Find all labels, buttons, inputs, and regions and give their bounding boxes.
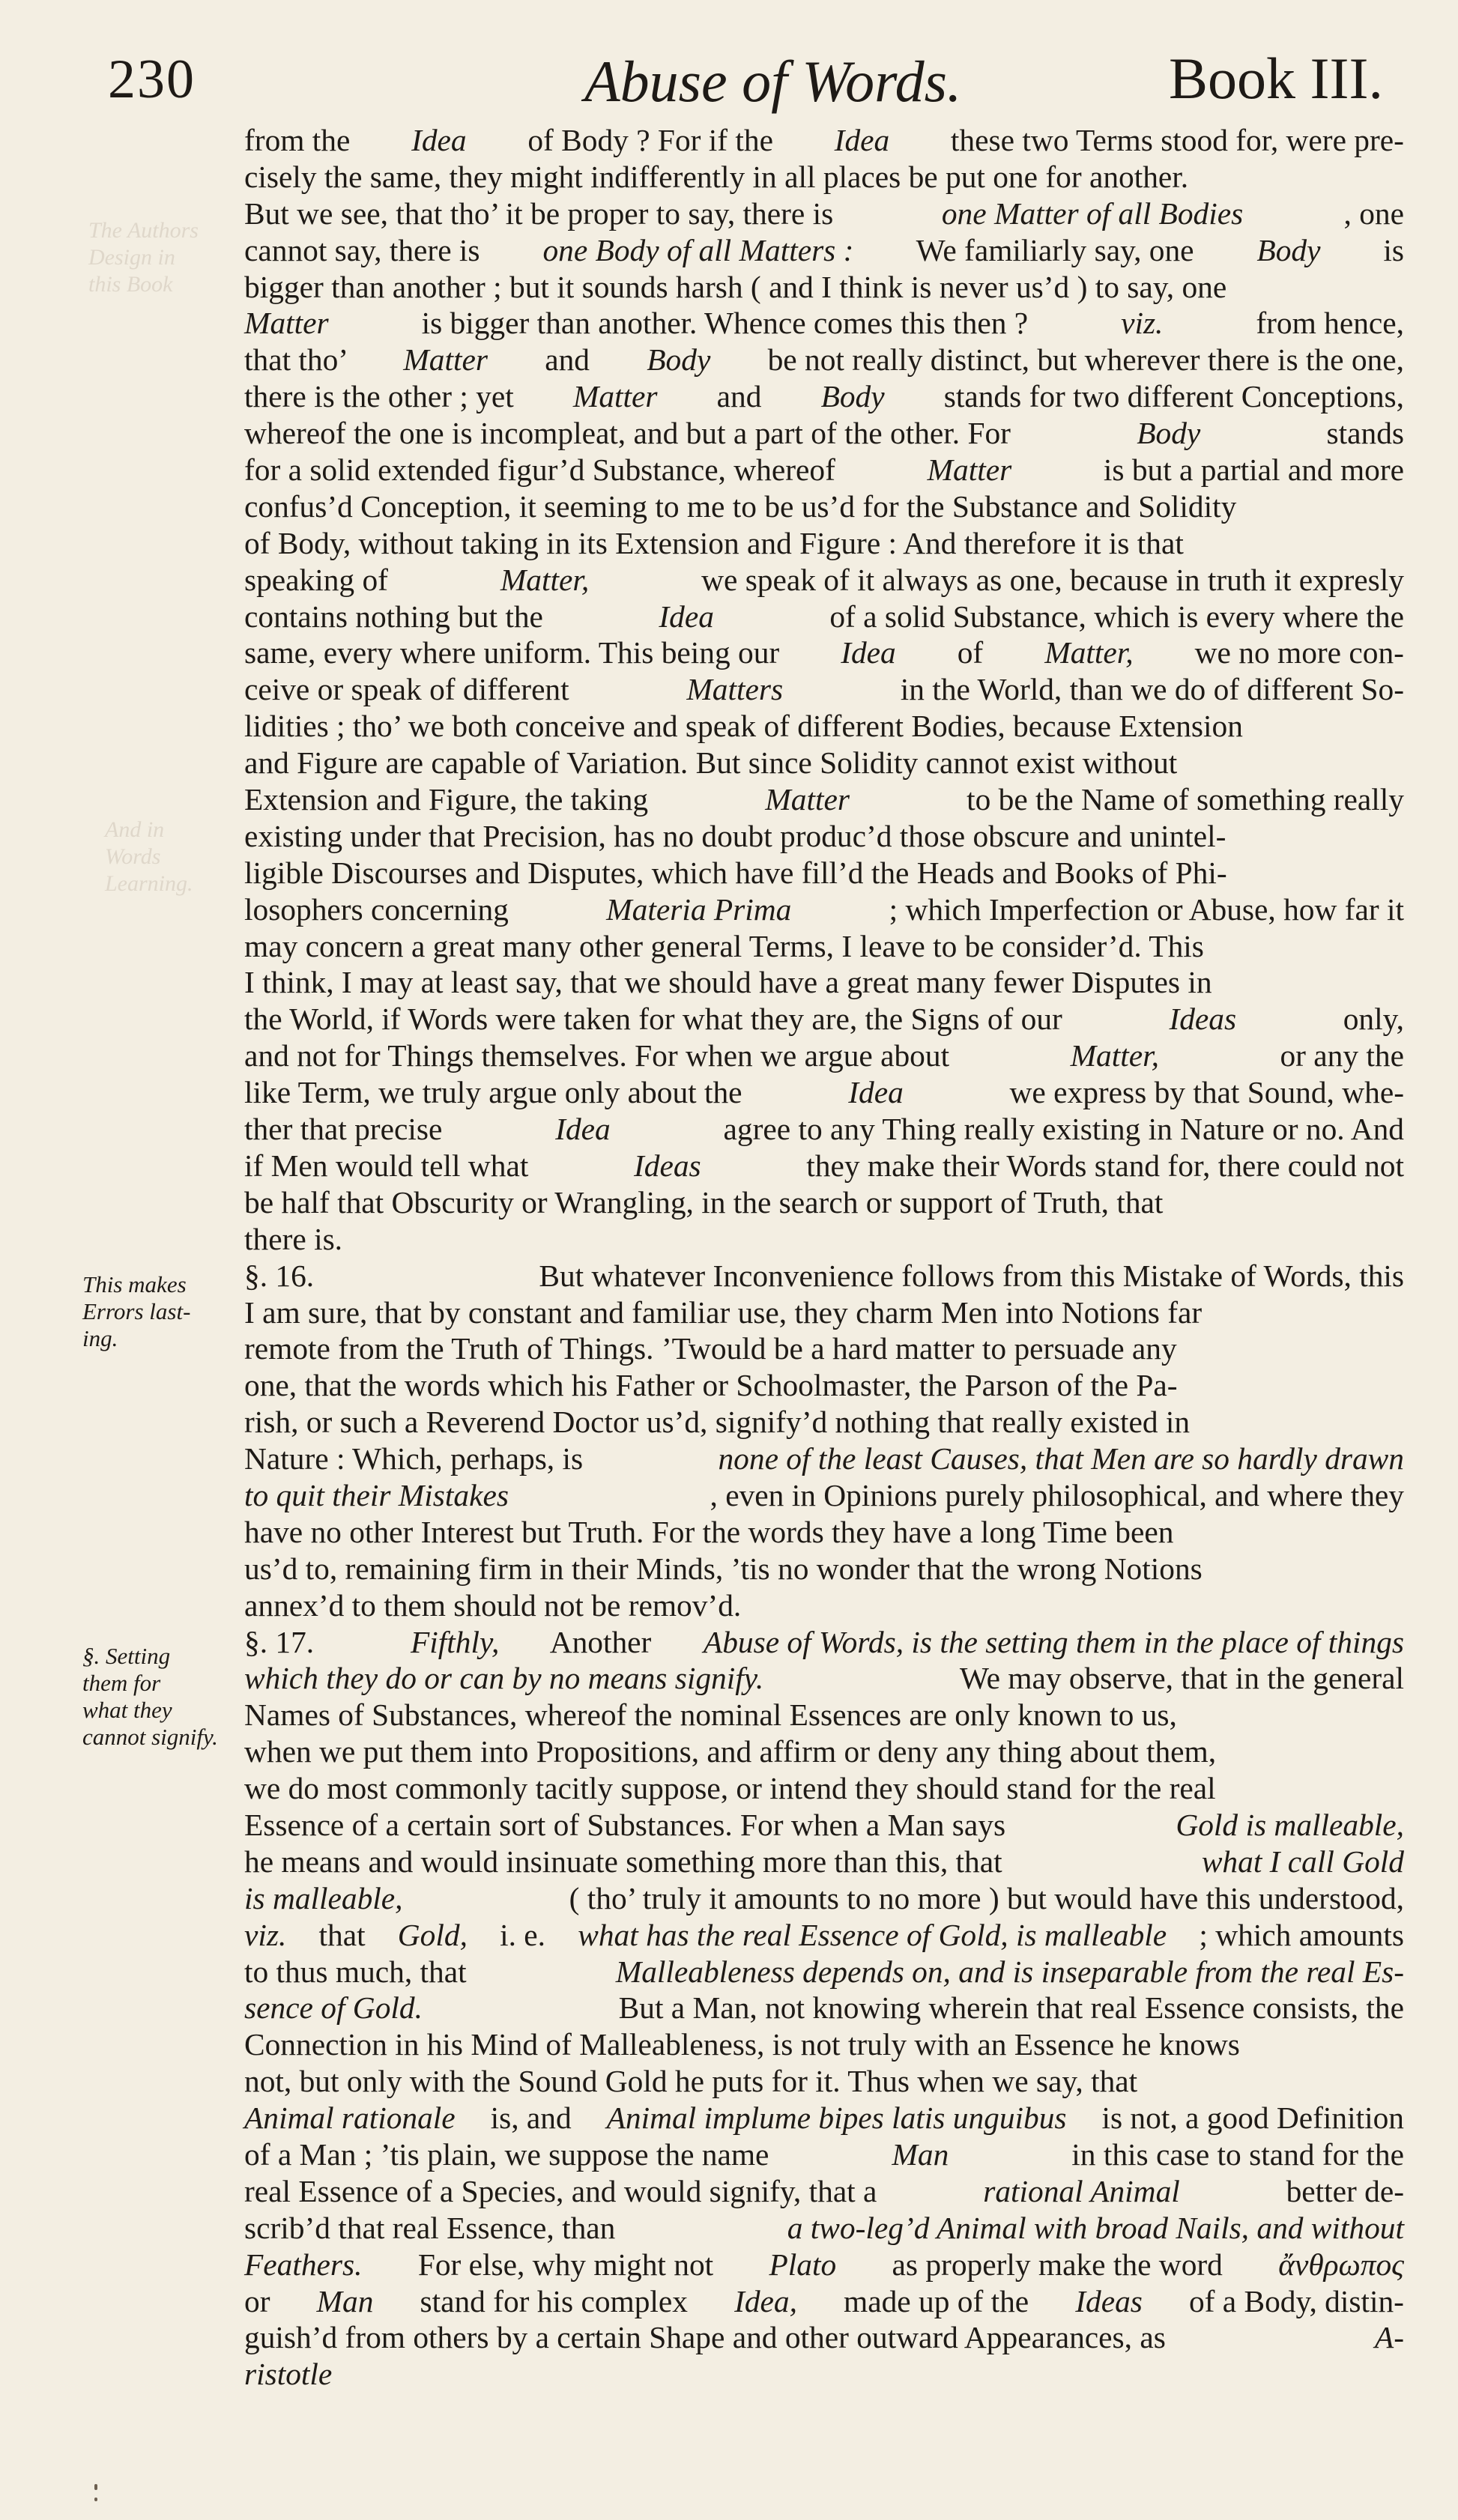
text-run: Man xyxy=(316,2283,374,2318)
text-line xyxy=(244,2173,1404,2210)
text-run: Body xyxy=(820,379,885,414)
text-run: ; which Imperfection or Abuse, how far it xyxy=(881,891,1404,927)
text-run: or any the xyxy=(1272,1038,1404,1073)
text-run: from the xyxy=(244,123,358,157)
text-run: Connection in his Mind of Malleableness, is not truly with an Essence he knows xyxy=(244,2027,1240,2062)
text-run: we no more con- xyxy=(1187,635,1404,670)
text-run: Matters xyxy=(686,672,784,707)
text-run xyxy=(358,1624,366,1661)
text-line xyxy=(244,122,1404,159)
text-run: Matter xyxy=(572,379,658,414)
margin-note-line: cannot signify. xyxy=(82,1724,218,1750)
text-line xyxy=(244,964,1404,1001)
text-run: Body xyxy=(1256,232,1321,267)
text-line xyxy=(244,1624,1404,1661)
text-run: ther that precise xyxy=(244,1112,450,1147)
text-line xyxy=(244,2210,1404,2247)
text-run: Materia Prima xyxy=(606,891,792,927)
text-run: ( tho’ truly it amounts to no more ) but would have this understood, xyxy=(561,1880,1404,1915)
text-line xyxy=(244,2283,1404,2320)
text-run: Animal rationale xyxy=(244,2100,456,2136)
show-through-line: Learning. xyxy=(105,871,193,896)
text-line xyxy=(244,928,1404,965)
text-run: of a Man ; ’tis plain, we suppose the name xyxy=(244,2136,777,2172)
text-run: I think, I may at least say, that we should have a great many fewer Disputes in xyxy=(244,965,1212,1000)
text-run: Idea xyxy=(555,1112,611,1147)
margin-note-line: ing. xyxy=(82,1325,118,1351)
text-run: We may observe, that in the general xyxy=(952,1661,1404,1696)
text-line xyxy=(244,342,1404,378)
text-line xyxy=(244,2026,1404,2063)
text-run: we speak of it always as one, because in truth it expresly xyxy=(693,562,1404,597)
text-run: Nature : Which, perhaps, is xyxy=(244,1441,591,1476)
text-line xyxy=(244,2319,1404,2356)
text-line xyxy=(244,1294,1404,1331)
text-run: is not, a good Definition xyxy=(1094,2100,1404,2136)
text-line xyxy=(244,781,1404,818)
text-run: there is. xyxy=(244,1221,343,1256)
text-line xyxy=(244,1807,1404,1844)
text-run: and Figure are capable of Variation. But since Solidity cannot exist without xyxy=(244,745,1178,781)
text-run: to thus much, that xyxy=(244,1954,474,1989)
text-run: of a solid Substance, which is every where the xyxy=(821,599,1404,634)
text-run: Malleableness depends on, and is inseparable from the real Es- xyxy=(615,1954,1404,1989)
text-run: of Body, without taking in its Extension and Figure : And therefore it is that xyxy=(244,525,1184,560)
text-run: Idea xyxy=(411,123,467,157)
text-run: what has the real Essence of Gold, is malleable xyxy=(578,1917,1167,1952)
show-through-text-2 xyxy=(105,817,193,897)
text-run: for a solid extended figur’d Substance, whereof xyxy=(244,452,844,488)
text-run: is, and xyxy=(483,2100,580,2136)
text-run: Ideas xyxy=(1169,1002,1237,1037)
show-through-line: this Book xyxy=(88,272,173,297)
text-line xyxy=(244,1660,1404,1697)
text-run: made up of the xyxy=(835,2283,1037,2318)
text-line xyxy=(244,525,1404,562)
text-run: annex’d to them should not be remov’d. xyxy=(244,1587,742,1623)
text-run: rational Animal xyxy=(983,2173,1180,2208)
text-run: §. 16. xyxy=(244,1258,315,1293)
text-line xyxy=(244,1917,1404,1954)
text-run: For else, why might not xyxy=(410,2247,722,2282)
text-line xyxy=(244,891,1404,928)
text-line xyxy=(244,1258,1404,1294)
text-line xyxy=(244,855,1404,891)
text-run: We familiarly say, one xyxy=(908,232,1202,267)
show-through-line: Words xyxy=(105,844,161,869)
text-run: which they do or can by no means signify. xyxy=(244,1661,764,1696)
text-run: confus’d Conception, it seeming to me to be us’d for the Substance and Solidity xyxy=(244,488,1237,524)
text-run: one, that the words which his Father or Schoolmaster, the Parson of the Pa- xyxy=(244,1368,1178,1403)
text-run: A- xyxy=(1374,2320,1404,2355)
text-run: ἄνθρωπος xyxy=(1278,2247,1404,2282)
text-run: ligible Discourses and Disputes, which have fill’d the Heads and Books of Phi- xyxy=(244,855,1227,890)
text-run: But a Man, not knowing wherein that real Essence consists, the xyxy=(611,1990,1404,2026)
text-run: we express by that Sound, whe- xyxy=(1002,1075,1404,1110)
text-run: that xyxy=(311,1917,373,1952)
text-line xyxy=(244,1587,1404,1624)
margin-note-line: Errors last- xyxy=(82,1298,191,1324)
text-run: i. e. xyxy=(491,1917,554,1952)
text-run: one Body of all Matters : xyxy=(542,232,854,267)
text-run: whereof the one is incompleat, and but a part of the other. For xyxy=(244,416,1019,451)
text-run: viz. xyxy=(244,1917,287,1952)
text-run: Another xyxy=(543,1624,659,1659)
text-line xyxy=(244,1404,1404,1441)
text-line xyxy=(244,671,1404,708)
text-line xyxy=(244,1001,1404,1038)
text-run: Fifthly, xyxy=(410,1624,500,1659)
text-line xyxy=(244,818,1404,855)
text-run: same, every where uniform. This being our xyxy=(244,635,787,670)
text-run: the World, if Words were taken for what they are, the Signs of our xyxy=(244,1002,1071,1037)
text-line xyxy=(244,1074,1404,1111)
text-line xyxy=(244,745,1404,781)
text-line xyxy=(244,2100,1404,2136)
body-text xyxy=(244,122,1404,2393)
margin-note-line: §. Setting xyxy=(82,1643,171,1669)
text-line xyxy=(244,1844,1404,1880)
text-run: have no other Interest but Truth. For the words they have a long Time been xyxy=(244,1514,1174,1549)
text-run: not, but only with the Sound Gold he puts for it. Thus when we say, that xyxy=(244,2064,1138,2099)
text-line xyxy=(244,1221,1404,1258)
text-run: Matter xyxy=(403,342,488,378)
text-line xyxy=(244,1990,1404,2026)
text-run: they make their Words stand for, there could not xyxy=(798,1148,1404,1183)
text-line xyxy=(244,269,1404,306)
text-line xyxy=(244,2136,1404,2173)
text-run: lidities ; tho’ we both conceive and speak of different Bodies, because Extension xyxy=(244,709,1243,744)
text-run: better de- xyxy=(1278,2173,1404,2208)
text-run: Idea xyxy=(848,1075,904,1110)
text-run: to quit their Mistakes xyxy=(244,1477,509,1512)
text-run: there is the other ; yet xyxy=(244,379,522,414)
text-line xyxy=(244,1148,1404,1184)
text-run: bigger than another ; but it sounds harsh ( and I think is never us’d ) to say, one xyxy=(244,269,1227,304)
text-run: to be the Name of something really xyxy=(958,782,1404,817)
text-line xyxy=(244,2356,1404,2393)
text-run: he means and would insinuate something more than this, that xyxy=(244,1844,1010,1879)
text-run: stand for his complex xyxy=(412,2283,696,2318)
text-run: may concern a great many other general Terms, I leave to be consider’d. This xyxy=(244,928,1204,963)
text-run: we do most commonly tacitly suppose, or intend they should stand for the real xyxy=(244,1771,1216,1806)
show-through-line: The Authors xyxy=(88,218,199,243)
text-run: Idea xyxy=(834,123,890,157)
text-line xyxy=(244,232,1404,269)
text-run: Body xyxy=(647,342,711,378)
text-line xyxy=(244,305,1404,342)
text-line xyxy=(244,378,1404,415)
text-run: or xyxy=(244,2283,278,2318)
text-run: speaking of xyxy=(244,562,396,597)
text-run: existing under that Precision, has no doubt produc’d those obscure and unintel- xyxy=(244,818,1226,853)
text-run: a two-leg’d Animal with broad Nails, and without xyxy=(787,2210,1404,2245)
text-line xyxy=(244,1330,1404,1367)
text-line xyxy=(244,1477,1404,1514)
text-run: viz. xyxy=(1121,306,1164,341)
text-line xyxy=(244,1770,1404,1807)
margin-note-line: what they xyxy=(82,1697,172,1723)
text-run: §. 17. xyxy=(244,1624,315,1659)
text-run: Matter xyxy=(765,782,850,817)
margin-note-errors-lasting xyxy=(82,1271,240,1352)
text-line xyxy=(244,488,1404,525)
text-run: stands xyxy=(1319,416,1404,451)
text-run: rish, or such a Reverend Doctor us’d, signify’d nothing that really existed in xyxy=(244,1405,1191,1440)
text-run: Matter xyxy=(244,306,329,341)
text-run: sence of Gold. xyxy=(244,1990,423,2026)
text-run: Extension and Figure, the taking xyxy=(244,782,656,817)
text-run: that tho’ xyxy=(244,342,354,378)
text-run: what I call Gold xyxy=(1201,1844,1404,1879)
text-run: ristotle xyxy=(244,2357,333,2392)
text-line xyxy=(244,1111,1404,1148)
text-line xyxy=(244,1367,1404,1404)
text-run: Matter xyxy=(927,452,1012,488)
text-run: losophers concerning xyxy=(244,891,517,927)
text-run: none of the least Causes, that Men are so hardly drawn xyxy=(718,1441,1404,1476)
text-run: one Matter of all Bodies xyxy=(941,196,1244,231)
text-run: But whatever Inconvenience follows from this Mistake of Words, this xyxy=(531,1258,1404,1293)
running-header xyxy=(0,33,1458,115)
text-run: if Men would tell what xyxy=(244,1148,536,1183)
text-run: remote from the Truth of Things. ’Twould be a hard matter to persuade any xyxy=(244,1331,1177,1366)
text-run: agree to any Thing really existing in Nature or no. And xyxy=(716,1112,1404,1147)
text-run: Idea xyxy=(659,599,714,634)
text-line xyxy=(244,2247,1404,2283)
text-line xyxy=(244,708,1404,745)
book-label: Book III. xyxy=(1169,46,1383,111)
text-run: Names of Substances, whereof the nominal Essences are only known to us, xyxy=(244,1697,1177,1733)
text-run: of a Body, distin- xyxy=(1181,2283,1404,2318)
text-run: But we see, that tho’ it be proper to say, there is xyxy=(244,196,841,231)
text-run: be not really distinct, but wherever there is the one, xyxy=(760,342,1404,378)
text-run: Plato xyxy=(769,2247,837,2282)
text-run: of xyxy=(949,635,991,670)
text-run: in this case to stand for the xyxy=(1063,2136,1404,2172)
text-run: Idea xyxy=(841,635,896,670)
text-run: ; which amounts xyxy=(1191,1917,1404,1952)
text-run: Essence of a certain sort of Substances. For when a Man says xyxy=(244,1807,1014,1842)
text-run: from hence, xyxy=(1247,306,1404,341)
text-run: real Essence of a Species, and would signify, that a xyxy=(244,2173,885,2208)
show-through-text-1 xyxy=(88,217,199,298)
text-line xyxy=(244,599,1404,635)
text-run: Body xyxy=(1137,416,1201,451)
text-run: I am sure, that by constant and familiar use, they charm Men into Notions far xyxy=(244,1294,1203,1330)
text-run: guish’d from others by a certain Shape and other outward Appearances, as xyxy=(244,2320,1174,2355)
text-line xyxy=(244,1038,1404,1074)
text-line xyxy=(244,159,1404,196)
text-run: as properly make the word xyxy=(884,2247,1231,2282)
text-line xyxy=(244,415,1404,452)
text-run: , even in Opinions purely philosophical, and where they xyxy=(710,1477,1404,1512)
text-run: and xyxy=(536,342,598,378)
text-run: these two Terms stood for, were pre- xyxy=(943,123,1404,157)
text-run: Matter, xyxy=(1070,1038,1159,1073)
margin-note-setting-them xyxy=(82,1643,240,1751)
text-run: and not for Things themselves. For when we argue about xyxy=(244,1038,958,1073)
text-run: Ideas xyxy=(1075,2283,1143,2318)
page-number: 230 xyxy=(108,49,196,110)
show-through-line: And in xyxy=(105,817,165,842)
text-run: ceive or speak of different xyxy=(244,672,577,707)
text-run: when we put them into Propositions, and affirm or deny any thing about them, xyxy=(244,1734,1217,1769)
text-run: cannot say, there is xyxy=(244,232,488,267)
running-title: Abuse of Words. xyxy=(584,49,962,114)
text-run: Animal implume bipes latis unguibus xyxy=(606,2100,1067,2136)
text-run: Ideas xyxy=(634,1148,701,1183)
text-line xyxy=(244,1551,1404,1587)
text-run: of Body ? For if the xyxy=(519,123,781,157)
text-run: only, xyxy=(1335,1002,1404,1037)
paper-speck xyxy=(94,2498,97,2501)
text-run: Matter, xyxy=(500,562,590,597)
text-run: is but a partial and more xyxy=(1095,452,1404,488)
text-line xyxy=(244,1733,1404,1770)
text-run: be half that Obscurity or Wrangling, in the search or support of Truth, that xyxy=(244,1184,1164,1220)
text-run: Gold is malleable, xyxy=(1176,1807,1404,1842)
text-run: like Term, we truly argue only about the xyxy=(244,1075,750,1110)
text-line xyxy=(244,1441,1404,1477)
show-through-line: Design in xyxy=(88,245,175,270)
text-line xyxy=(244,1880,1404,1917)
text-line xyxy=(244,196,1404,232)
text-line xyxy=(244,634,1404,671)
text-run: stands for two different Conceptions, xyxy=(936,379,1404,414)
text-line xyxy=(244,562,1404,599)
text-run: in the World, than we do of different So- xyxy=(892,672,1404,707)
text-line xyxy=(244,1954,1404,1990)
text-line xyxy=(244,452,1404,488)
text-run: Idea, xyxy=(734,2283,797,2318)
text-run: cisely the same, they might indifferently in all places be put one for another. xyxy=(244,159,1189,194)
text-run: Abuse of Words, is the setting them in the place of things xyxy=(703,1624,1404,1659)
text-line xyxy=(244,1697,1404,1733)
text-run: us’d to, remaining firm in their Minds, ’tis no wonder that the wrong Notions xyxy=(244,1551,1203,1586)
text-run: is malleable, xyxy=(244,1880,403,1915)
text-line xyxy=(244,1514,1404,1551)
text-run: Feathers. xyxy=(244,2247,363,2282)
text-run: , one xyxy=(1343,196,1404,231)
text-line xyxy=(244,1184,1404,1221)
margin-note-line: This makes xyxy=(82,1271,187,1297)
text-run: Matter, xyxy=(1044,635,1134,670)
text-run: and xyxy=(709,379,769,414)
margin-note-line: them for xyxy=(82,1670,161,1696)
text-run: Gold, xyxy=(397,1917,468,1952)
paper-speck xyxy=(94,2484,97,2490)
text-run: contains nothing but the xyxy=(244,599,551,634)
text-line xyxy=(244,2063,1404,2100)
text-run: scrib’d that real Essence, than xyxy=(244,2210,623,2245)
text-run: Man xyxy=(892,2136,949,2172)
text-run: is bigger than another. Whence comes this then ? xyxy=(414,306,1036,341)
text-run: is xyxy=(1376,232,1404,267)
